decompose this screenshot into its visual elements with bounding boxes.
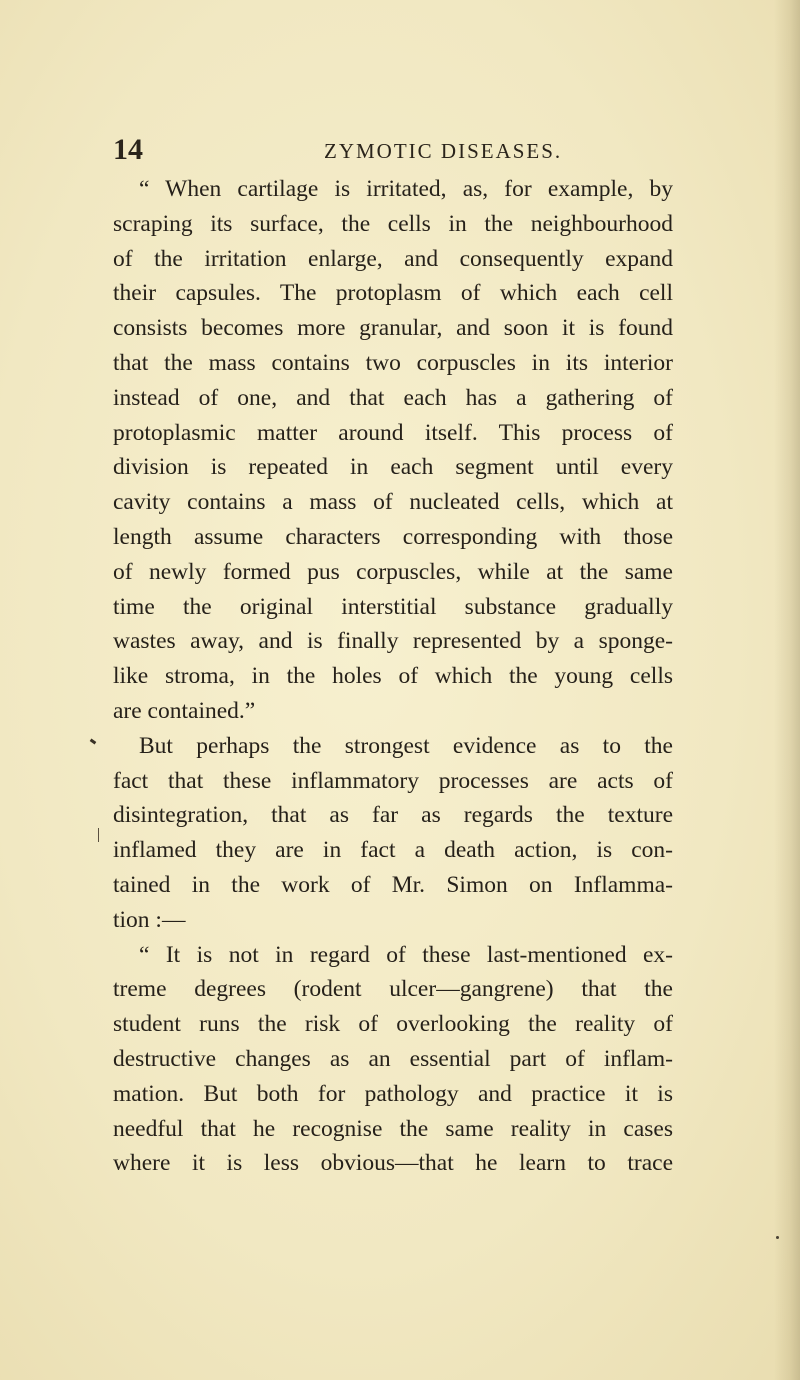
text-line: inflamed they are in fact a death action, is con- <box>113 837 673 864</box>
text-line: like stroma, in the holes of which the young cells <box>113 663 673 690</box>
body-text <box>113 172 673 1181</box>
text-line: fact that these inflammatory processes are acts of <box>113 767 673 794</box>
text-line: length assume characters corresponding with those <box>113 523 673 550</box>
text-line: are contained.” <box>113 697 256 724</box>
text-line: tained in the work of Mr. Simon on Inflamma- <box>113 871 673 898</box>
page-edge-shadow <box>774 0 800 1380</box>
text-line: destructive changes as an essential part of inflam- <box>113 1045 673 1072</box>
text-line: But perhaps the strongest evidence as to the <box>139 732 673 759</box>
page-header <box>113 132 673 168</box>
text-line: division is repeated in each segment until every <box>113 454 673 481</box>
margin-mark <box>90 739 97 745</box>
running-title: ZYMOTIC DISEASES. <box>324 139 563 163</box>
text-line: scraping its surface, the cells in the neighbourhood <box>113 210 673 237</box>
text-line: needful that he recognise the same reality in cases <box>113 1115 673 1142</box>
text-line: treme degrees (rodent ulcer—gangrene) that the <box>113 976 673 1003</box>
text-line: where it is less obvious—that he learn to trace <box>113 1150 673 1177</box>
text-line: instead of one, and that each has a gathering of <box>113 384 673 411</box>
text-line: of newly formed pus corpuscles, while at the same <box>113 558 673 585</box>
text-line: of the irritation enlarge, and consequently expand <box>113 245 673 272</box>
text-line: “ It is not in regard of these last-mentioned ex- <box>139 941 673 968</box>
text-line: student runs the risk of overlooking the reality of <box>113 1011 673 1038</box>
text-line: that the mass contains two corpuscles in its interior <box>113 349 673 376</box>
text-line: disintegration, that as far as regards the texture <box>113 802 673 829</box>
text-line: “ When cartilage is irritated, as, for example, by <box>139 176 673 202</box>
text-line: their capsules. The protoplasm of which each cell <box>113 280 673 307</box>
margin-mark <box>776 1236 779 1239</box>
text-line: protoplasmic matter around itself. This process of <box>113 419 673 446</box>
margin-mark <box>98 828 99 842</box>
text-line: consists becomes more granular, and soon it is found <box>113 315 673 342</box>
page-number: 14 <box>113 133 143 166</box>
text-line: tion :— <box>113 906 186 933</box>
text-line: time the original interstitial substance gradually <box>113 593 673 620</box>
text-line: mation. But both for pathology and practice it is <box>113 1080 673 1107</box>
text-line: wastes away, and is finally represented by a sponge- <box>113 628 673 655</box>
text-line: cavity contains a mass of nucleated cells, which at <box>113 489 673 516</box>
